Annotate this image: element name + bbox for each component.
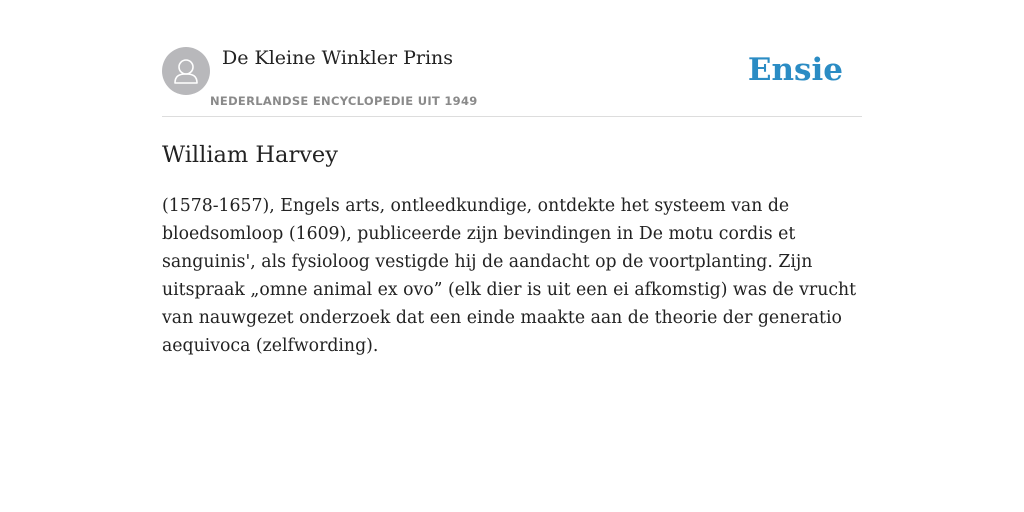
article-title: William Harvey <box>162 142 338 168</box>
user-avatar-icon <box>162 47 210 95</box>
brand-logo[interactable]: Ensie <box>747 52 843 88</box>
author-name[interactable]: De Kleine Winkler Prins <box>222 47 454 69</box>
article-body: (1578-1657), Engels arts, ontleedkundige, ontdekte het systeem van de bloedsomloop (1609), publiceerde zijn bevindingen in De motu cordis et sanguinis', als fysioloog vestigde hij de aandacht op de voortplanting. Zijn uitspraak „omne animal ex ovo” (elk dier is uit een ei afkomstig) was de vrucht van nauwgezet onderzoek dat een einde maakte aan de theorie der generatio aequivoca (zelfwording). <box>162 196 857 356</box>
header <box>162 0 862 117</box>
author-subtitle: NEDERLANDSE ENCYCLOPEDIE UIT 1949 <box>210 94 478 108</box>
author-avatar[interactable] <box>162 47 210 95</box>
